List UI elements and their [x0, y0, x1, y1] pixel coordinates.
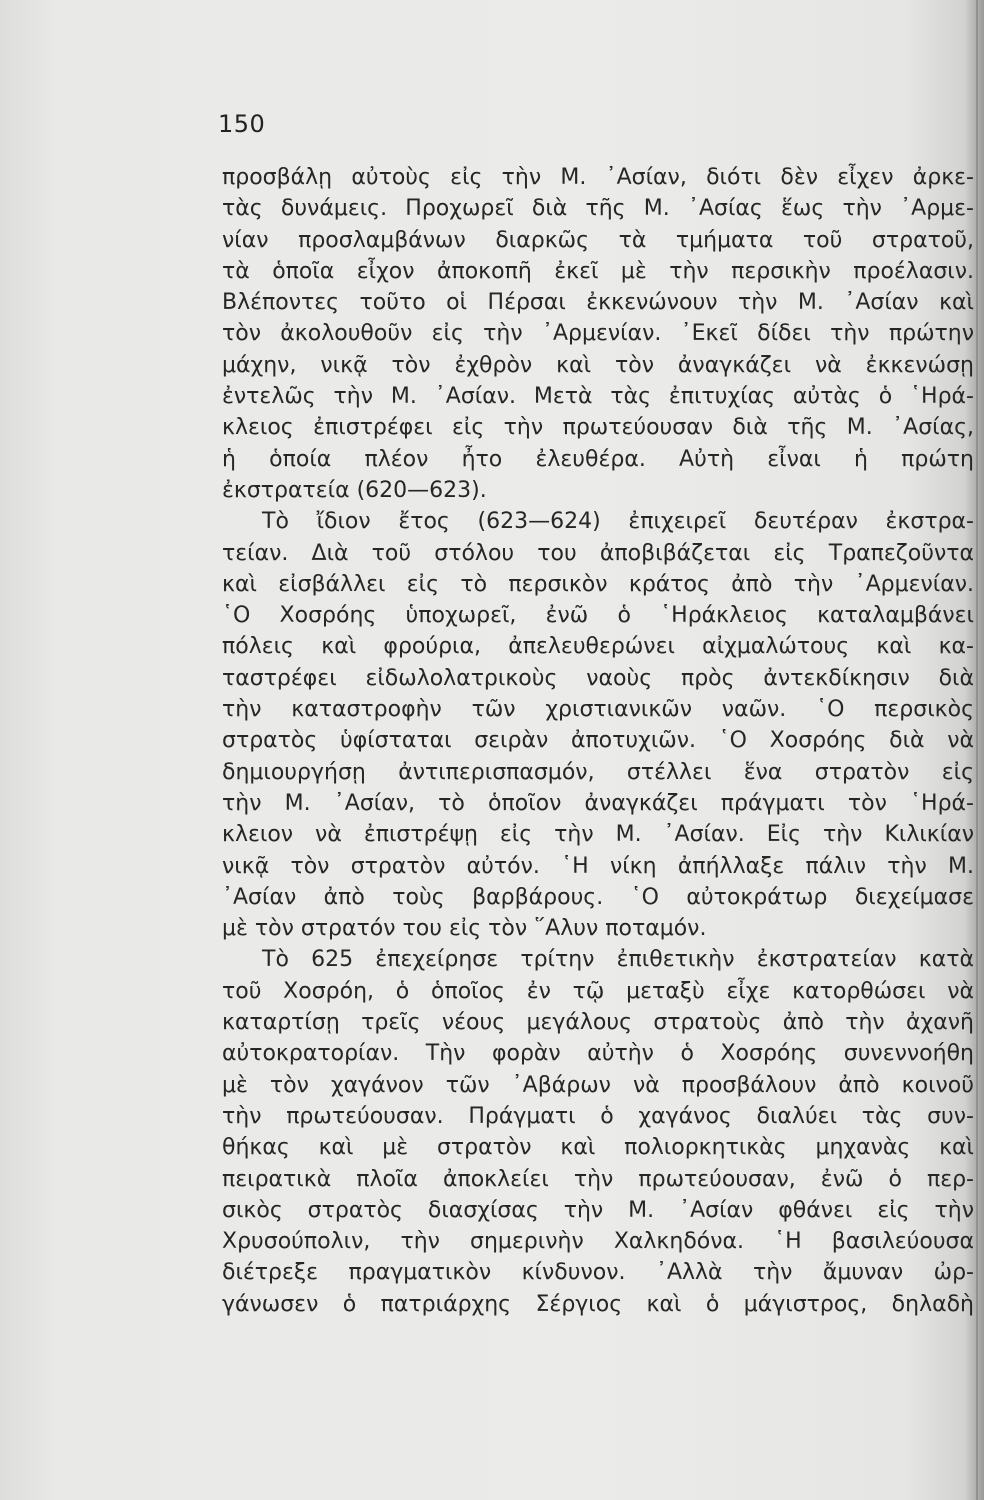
text-line: τὴν καταστροφὴν τῶν χριστιανικῶν ναῶν. ῾Ο περσικὸς	[222, 697, 974, 723]
text-line: Χρυσούπολιν, τὴν σημερινὴν Χαλκηδόνα. ῾Η βασιλεύουσα	[222, 1229, 974, 1255]
text-line: μὲ τὸν χαγάνον τῶν ᾿Αβάρων νὰ προσβάλουν ἀπὸ κοινοῦ	[222, 1072, 974, 1098]
text-line: τὴν πρωτεύουσαν. Πράγματι ὁ χαγάνος διαλύει τὰς συν-	[222, 1103, 974, 1129]
text-line: τοῦ Χοσρόη, ὁ ὁποῖος ἐν τῷ μεταξὺ εἶχε κατορθώσει νὰ	[222, 978, 974, 1004]
text-line: μὲ τὸν στρατόν του εἰς τὸν ῞Αλυν ποταμόν.	[222, 916, 707, 942]
text-line: γάνωσεν ὁ πατριάρχης Σέργιος καὶ ὁ μάγιστρος, δηλαδὴ	[222, 1291, 974, 1317]
text-line: ῾Ο Χοσρόης ὑποχωρεῖ, ἐνῶ ὁ ῾Ηράκλειος καταλαμβάνει	[222, 603, 974, 629]
text-line: τὰς δυνάμεις. Προχωρεῖ διὰ τῆς Μ. ᾿Ασίας ἕως τὴν ᾿Αρμε-	[222, 196, 974, 222]
text-line: Τὸ ἴδιον ἔτος (623—624) ἐπιχειρεῖ δευτέραν ἐκστρα-	[262, 509, 974, 535]
text-line: αὐτοκρατορίαν. Τὴν φορὰν αὐτὴν ὁ Χοσρόης συνεννοήθη	[222, 1041, 974, 1067]
text-line: ᾿Ασίαν ἀπὸ τοὺς βαρβάρους. ῾Ο αὐτοκράτωρ διεχείμασε	[222, 884, 974, 910]
text-line: στρατὸς ὑφίσταται σειρὰν ἀποτυχιῶν. ῾Ο Χοσρόης διὰ νὰ	[222, 728, 974, 754]
text-line: τὸν ἀκολουθοῦν εἰς τὴν ᾿Αρμενίαν. ᾿Εκεῖ δίδει τὴν πρώτην	[222, 321, 974, 347]
text-line: Τὸ 625 ἐπεχείρησε τρίτην ἐπιθετικὴν ἐκστρατείαν κατὰ	[262, 947, 974, 973]
text-line: νικᾷ τὸν στρατὸν αὐτόν. ῾Η νίκη ἀπήλλαξε πάλιν τὴν Μ.	[222, 853, 974, 879]
text-line: κλειον νὰ ἐπιστρέψῃ εἰς τὴν Μ. ᾿Ασίαν. Εἰς τὴν Κιλικίαν	[222, 822, 974, 848]
text-line: μάχην, νικᾷ τὸν ἐχθρὸν καὶ τὸν ἀναγκάζει νὰ ἐκκενώσῃ	[222, 352, 974, 378]
page-number: 150	[218, 110, 266, 138]
text-line: ταστρέφει εἰδωλολατρικοὺς ναοὺς πρὸς ἀντεκδίκησιν διὰ	[222, 665, 974, 691]
text-line: ἡ ὁποία πλέον ἦτο ἐλευθέρα. Αὐτὴ εἶναι ἡ πρώτη	[222, 446, 974, 472]
text-line: διέτρεξε πραγματικὸν κίνδυνον. ᾿Αλλὰ τὴν ἄμυναν ὠρ-	[222, 1260, 974, 1286]
text-line: τείαν. Διὰ τοῦ στόλου του ἀποβιβάζεται εἰς Τραπεζοῦντα	[222, 540, 974, 566]
text-line: καὶ εἰσβάλλει εἰς τὸ περσικὸν κράτος ἀπὸ τὴν ᾿Αρμενίαν.	[222, 571, 974, 597]
body-text	[222, 162, 974, 1320]
text-line: καταρτίσῃ τρεῖς νέους μεγάλους στρατοὺς ἀπὸ τὴν ἀχανῆ	[222, 1010, 974, 1036]
text-line: τὰ ὁποῖα εἶχον ἀποκοπῆ ἐκεῖ μὲ τὴν περσικὴν προέλασιν.	[222, 258, 974, 284]
text-line: προσβάλῃ αὐτοὺς εἰς τὴν Μ. ᾿Ασίαν, διότι δὲν εἶχεν ἀρκε-	[222, 165, 974, 190]
text-line: ἐκστρατεία (620—623).	[222, 477, 487, 503]
text-line: δημιουργήσῃ ἀντιπερισπασμόν, στέλλει ἕνα στρατὸν εἰς	[222, 759, 974, 785]
text-line: Βλέποντες τοῦτο οἱ Πέρσαι ἐκκενώνουν τὴν Μ. ᾿Ασίαν καὶ	[222, 290, 974, 316]
text-line: πόλεις καὶ φρούρια, ἀπελευθερώνει αἰχμαλώτους καὶ κα-	[222, 634, 974, 660]
text-line: πειρατικὰ πλοῖα ἀποκλείει τὴν πρωτεύουσαν, ἐνῶ ὁ περ-	[222, 1166, 974, 1192]
text-line: ἐντελῶς τὴν Μ. ᾿Ασίαν. Μετὰ τὰς ἐπιτυχίας αὐτὰς ὁ ῾Ηρά-	[222, 384, 974, 410]
text-line: νίαν προσλαμβάνων διαρκῶς τὰ τμήματα τοῦ στρατοῦ,	[222, 227, 974, 253]
text-line: σικὸς στρατὸς διασχίσας τὴν Μ. ᾿Ασίαν φθάνει εἰς τὴν	[222, 1197, 974, 1223]
text-line: θήκας καὶ μὲ στρατὸν καὶ πολιορκητικὰς μηχανὰς καὶ	[222, 1135, 974, 1161]
text-line: κλειος ἐπιστρέφει εἰς τὴν πρωτεύουσαν διὰ τῆς Μ. ᾿Ασίας,	[222, 415, 974, 441]
text-line: τὴν Μ. ᾿Ασίαν, τὸ ὁποῖον ἀναγκάζει πράγματι τὸν ῾Ηρά-	[222, 790, 974, 816]
page-edge-shadow	[976, 0, 978, 1500]
